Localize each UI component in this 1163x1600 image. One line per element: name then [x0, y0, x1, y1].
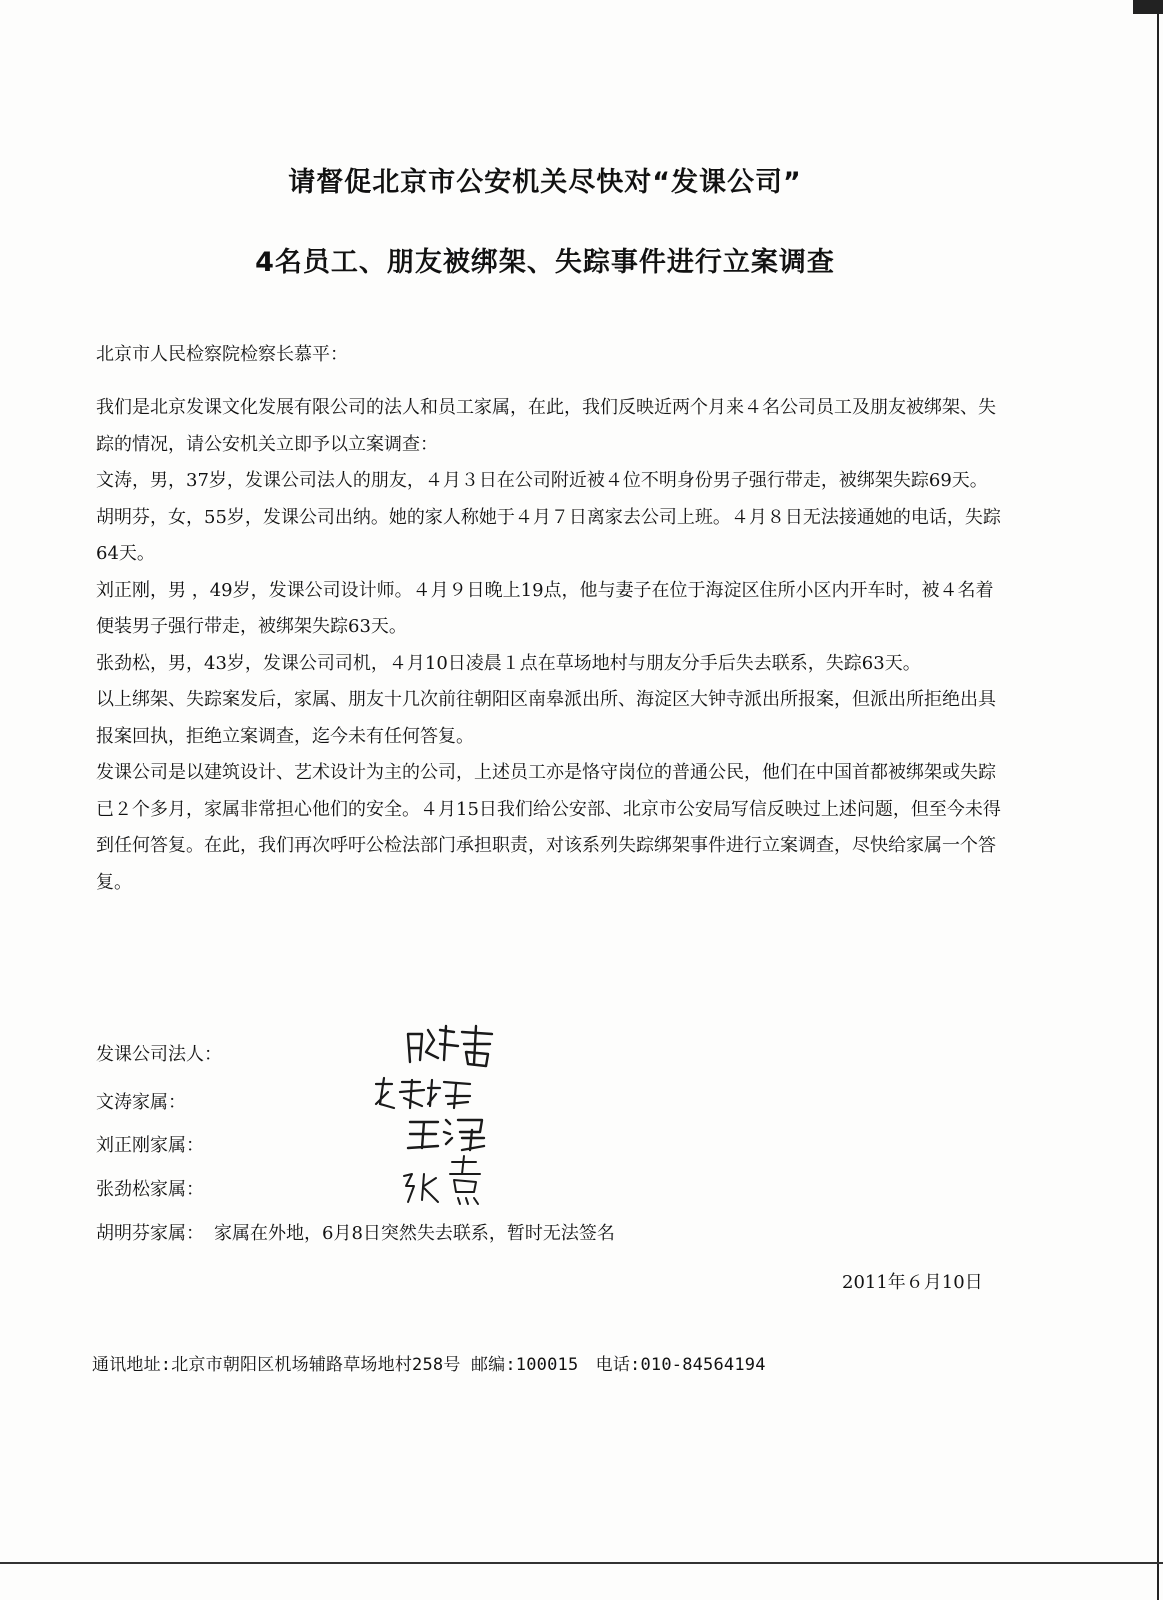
- paragraph-appeal: 发课公司是以建筑设计、艺术设计为主的公司，上述员工亦是恪守岗位的普通公民，他们在中国首都被绑架或失踪已２个多月，家属非常担心他们的安全。４月15日我们给公安部、北京市公安局写信反映过上述问题，但至今未得到任何答复。在此，我们再次呼吁公检法部门承担职责，对该系列失踪绑架事件进行立案调查，尽快给家属一个答复。: [96, 762, 1001, 893]
- scan-artifact: [1157, 0, 1159, 1600]
- handwritten-signature-zhang: [396, 1152, 496, 1210]
- document-date: 2011年６月10日: [842, 1272, 983, 1293]
- letter-body: [96, 390, 1006, 901]
- signature-label-hu: 胡明芬家属：: [96, 1223, 204, 1244]
- handwritten-signature-legal-person: [400, 1022, 500, 1072]
- handwritten-signature-wentao: [370, 1074, 480, 1114]
- paragraph-hu: 胡明芬，女，55岁，发课公司出纳。她的家人称她于４月７日离家去公司上班。４月８日无法接通她的电话，失踪64天。: [96, 506, 1001, 564]
- paragraph-zhang: 张劲松，男，43岁，发课公司司机，４月10日凌晨１点在草场地村与朋友分手后失去联系，失踪63天。: [96, 652, 921, 674]
- paragraph-wentao: 文涛，男，37岁，发课公司法人的朋友，４月３日在公司附近被４位不明身份男子强行带走，被绑架失踪69天。: [96, 470, 988, 491]
- document-title-line-2: 4名员工、朋友被绑架、失踪事件进行立案调查: [255, 247, 835, 278]
- signature-label-wentao: 文涛家属：: [96, 1092, 186, 1113]
- salutation: 北京市人民检察院检察长慕平：: [96, 344, 348, 365]
- contact-footer: 通讯地址:北京市朝阳区机场辅路草场地村258号 邮编:100015 电话:010-84564194: [92, 1355, 766, 1375]
- signature-label-zhang: 张劲松家属：: [96, 1179, 204, 1200]
- paragraph-liu: 刘正刚，男 ，49岁，发课公司设计师。４月９日晚上19点，他与妻子在位于海淀区住所小区内开车时，被４名着便装男子强行带走，被绑架失踪63天。: [96, 579, 994, 637]
- scan-artifact: [0, 1562, 1163, 1564]
- document-title-line-1: 请督促北京市公安机关尽快对“发课公司”: [288, 167, 802, 198]
- paragraph-intro: 我们是北京发课文化发展有限公司的法人和员工家属，在此，我们反映近两个月来４名公司员工及朋友被绑架、失踪的情况，请公安机关立即予以立案调查：: [96, 397, 996, 455]
- signature-row-hu: [96, 1219, 615, 1245]
- signature-label-liu: 刘正刚家属：: [96, 1135, 204, 1156]
- paragraph-police: 以上绑架、失踪案发后，家属、朋友十几次前往朝阳区南皋派出所、海淀区大钟寺派出所报案，但派出所拒绝出具报案回执，拒绝立案调查，迄今未有任何答复。: [96, 689, 996, 747]
- signature-note-hu: 家属在外地，6月8日突然失去联系，暂时无法签名: [214, 1223, 615, 1244]
- handwritten-signature-liu: [402, 1112, 492, 1154]
- signature-label-legal-person: 发课公司法人：: [96, 1044, 222, 1065]
